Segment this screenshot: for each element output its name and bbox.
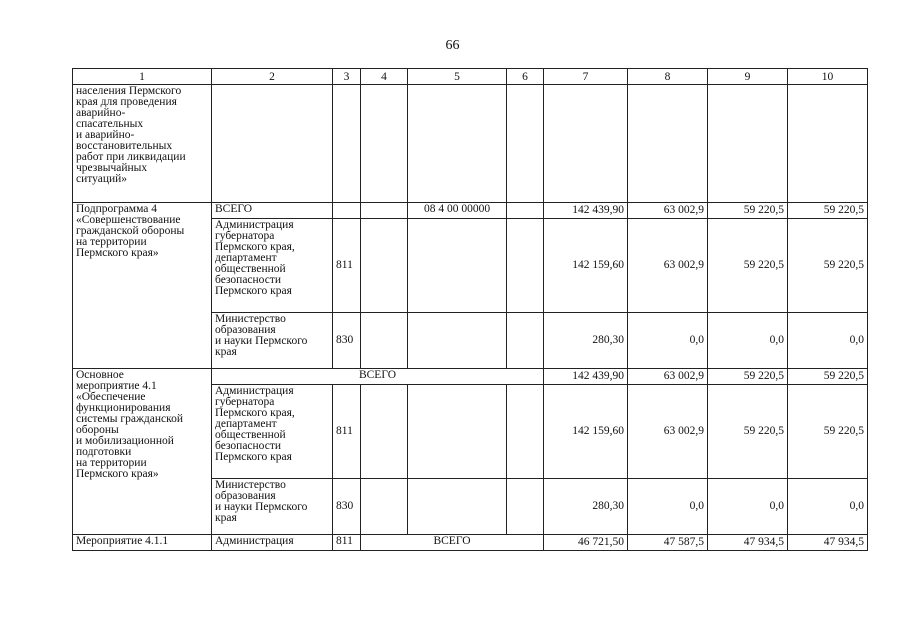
value-cell: 0,0 — [788, 313, 868, 369]
grbs-code: 811 — [333, 385, 361, 479]
budget-table — [72, 68, 868, 551]
column-header: 9 — [708, 69, 788, 85]
grbs-code: 830 — [333, 479, 361, 535]
value-cell: 47 934,5 — [708, 535, 788, 551]
value-cell: 59 220,5 — [708, 219, 788, 313]
empty-cell — [361, 479, 408, 535]
value-cell: 0,0 — [708, 313, 788, 369]
grbs-code: 830 — [333, 313, 361, 369]
empty-cell — [361, 85, 408, 203]
table-row — [73, 535, 868, 551]
empty-cell — [361, 385, 408, 479]
total-label: ВСЕГО — [212, 203, 333, 219]
value-cell: 0,0 — [708, 479, 788, 535]
empty-cell — [507, 313, 544, 369]
empty-cell — [408, 479, 507, 535]
empty-cell — [408, 219, 507, 313]
program-name-cell: населения Пермского края для проведения аварийно- спасательных и аварийно- восстановительных работ при ликвидации чрезвычайных ситуаций» — [73, 85, 212, 203]
value-cell: 142 439,90 — [544, 369, 628, 385]
value-cell: 59 220,5 — [788, 369, 868, 385]
empty-cell — [507, 85, 544, 203]
column-header: 1 — [73, 69, 212, 85]
empty-cell — [408, 313, 507, 369]
value-cell: 63 002,9 — [628, 385, 708, 479]
empty-cell — [628, 85, 708, 203]
empty-cell — [361, 313, 408, 369]
empty-cell — [408, 385, 507, 479]
value-cell: 0,0 — [628, 313, 708, 369]
value-cell: 47 934,5 — [788, 535, 868, 551]
column-header: 7 — [544, 69, 628, 85]
column-header: 6 — [507, 69, 544, 85]
empty-cell — [788, 85, 868, 203]
empty-cell — [507, 385, 544, 479]
empty-cell — [408, 85, 507, 203]
column-header: 10 — [788, 69, 868, 85]
value-cell: 59 220,5 — [708, 203, 788, 219]
subprogram-name-cell: Подпрограмма 4 «Совершенствование гражданской обороны на территории Пермского края» — [73, 203, 212, 369]
column-header: 8 — [628, 69, 708, 85]
main-event-name-cell: Основное мероприятие 4.1 «Обеспечение функционирования системы гражданской обороны и мобилизационной подготовки на территории Пермского края» — [73, 369, 212, 535]
column-header: 4 — [361, 69, 408, 85]
empty-cell — [507, 203, 544, 219]
value-cell: 59 220,5 — [708, 385, 788, 479]
event-name-cell: Мероприятие 4.1.1 — [73, 535, 212, 551]
empty-cell — [361, 219, 408, 313]
value-cell: 59 220,5 — [708, 369, 788, 385]
executor-label: Министерство образования и науки Пермского края — [212, 479, 333, 535]
table-row — [73, 203, 868, 219]
empty-cell — [333, 203, 361, 219]
value-cell: 46 721,50 — [544, 535, 628, 551]
grbs-code: 811 — [333, 219, 361, 313]
column-header: 5 — [408, 69, 507, 85]
grbs-code: 811 — [333, 535, 361, 551]
empty-cell — [333, 85, 361, 203]
column-header: 3 — [333, 69, 361, 85]
value-cell: 63 002,9 — [628, 369, 708, 385]
total-label: ВСЕГО — [361, 535, 544, 551]
value-cell: 280,30 — [544, 313, 628, 369]
budget-code: 08 4 00 00000 — [408, 203, 507, 219]
executor-label: Министерство образования и науки Пермского края — [212, 313, 333, 369]
total-label: ВСЕГО — [212, 369, 544, 385]
empty-cell — [212, 85, 333, 203]
value-cell: 63 002,9 — [628, 203, 708, 219]
column-header: 2 — [212, 69, 333, 85]
value-cell: 47 587,5 — [628, 535, 708, 551]
value-cell: 59 220,5 — [788, 219, 868, 313]
value-cell: 142 159,60 — [544, 219, 628, 313]
empty-cell — [708, 85, 788, 203]
value-cell: 0,0 — [628, 479, 708, 535]
value-cell: 59 220,5 — [788, 203, 868, 219]
value-cell: 142 439,90 — [544, 203, 628, 219]
table-row — [73, 369, 868, 385]
value-cell: 280,30 — [544, 479, 628, 535]
empty-cell — [507, 219, 544, 313]
executor-label: Администрация — [212, 535, 333, 551]
empty-cell — [361, 203, 408, 219]
executor-label: Администрация губернатора Пермского края, департамент общественной безопасности Пермского края — [212, 219, 333, 313]
value-cell: 59 220,5 — [788, 385, 868, 479]
table-row — [73, 85, 868, 203]
table-header-row — [73, 69, 868, 85]
executor-label: Администрация губернатора Пермского края, департамент общественной безопасности Пермского края — [212, 385, 333, 479]
empty-cell — [544, 85, 628, 203]
value-cell: 0,0 — [788, 479, 868, 535]
empty-cell — [507, 479, 544, 535]
page-number: 66 — [445, 38, 460, 53]
value-cell: 63 002,9 — [628, 219, 708, 313]
value-cell: 142 159,60 — [544, 385, 628, 479]
